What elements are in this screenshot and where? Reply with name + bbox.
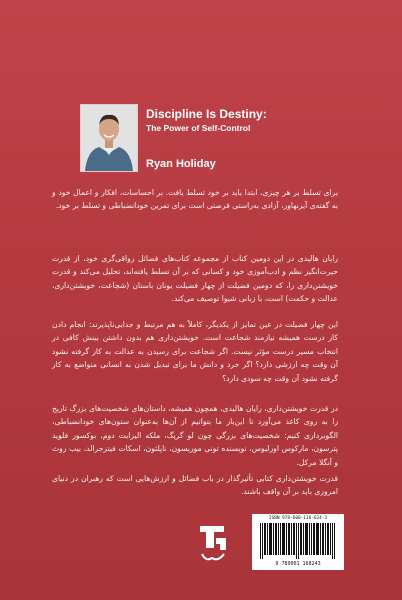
blurb-paragraph-2: رایان هالیدی در این دومین کتاب از مجموعه کتاب‌های فضائل رواقی‌گری خود، از قدرت حیرت‌انگیز نظم و ادب‌آموزی خود و کسانی که بر آن تسلط یافته‌اند، تحلیل می‌کند و قدرت خویشتن‌داری را، که دومین فضیلت از چهار فضیلت یونان باستان (شجاعت، خویشتن‌داری، عدالت و حکمت) است، با زبانی شیوا توصیف می‌کند. xyxy=(52,254,338,304)
book-title: Discipline Is Destiny: xyxy=(146,107,267,121)
blurb-paragraph-1: برای تسلط بر هر چیزی، ابتدا باید بر خود تسلط یافت. بر احساسات، افکار و اعمال خود و به گفته‌ی آیزنهاور، آزادی به‌راستی فرصتی است برای تمرین خودانضباطی و تسلط بر خود. xyxy=(52,188,338,211)
isbn-text: ISBN 978-600-116-624-3 xyxy=(268,516,328,521)
author-photo xyxy=(80,104,138,172)
blurb-paragraph-5: قدرت خویشتن‌داری کتابی تأثیرگذار در باب فضائل و ارزش‌هایی است که رهبران در دنیای امروزی باید بر آن واقف باشند. xyxy=(52,474,338,497)
barcode-digits: 9 789001 168243 xyxy=(275,561,321,567)
author-name: Ryan Holiday xyxy=(146,158,216,170)
author-portrait-image xyxy=(81,105,137,171)
barcode xyxy=(252,514,344,570)
blurb-paragraph-4: در قدرت خویشتن‌داری، رایان هالیدی، همچون همیشه، داستان‌های شخصیت‌های بزرگ تاریخ را به روی کاغذ می‌آورد تا این‌بار ما بتوانیم از آن‌ها به‌عنوان ستون‌های خودانضباطی، الگوبرداری کنیم: شخصیت‌های بزرگی چون لو گریگ، ملکه الیزابت دوم، بوکسور فلوید پترسون، مارکوس اورلیوس، نویسنده تونی موریسون، ناپلئون، اسکات فیتزجرالد، بیب روث و آنگلا مرکل. xyxy=(52,404,338,467)
book-subtitle: The Power of Self-Control xyxy=(146,123,251,133)
publisher-logo-icon xyxy=(196,522,230,566)
barcode-bars xyxy=(260,523,336,559)
blurb-paragraph-3: این چهار فضیلت در عین تمایز از یکدیگر، کاملاً به هم مرتبط و جدایی‌ناپذیرند: انجام دادن کار درست همیشه نیازمند شجاعت است. خویشتن‌داری هم بدون داشتن بینش کافی در انتخاب مسیر درست مؤثر نیست. اگر شجاعت برای رسیدن به عدالت به کار گرفته نشود آن وقت چه ارزشی دارد؟ اگر خرد و دانش ما برای تبدیل شدن به انسانی متواضع به کار گرفته نشود آن وقت چه سودی دارد؟ xyxy=(52,320,338,383)
